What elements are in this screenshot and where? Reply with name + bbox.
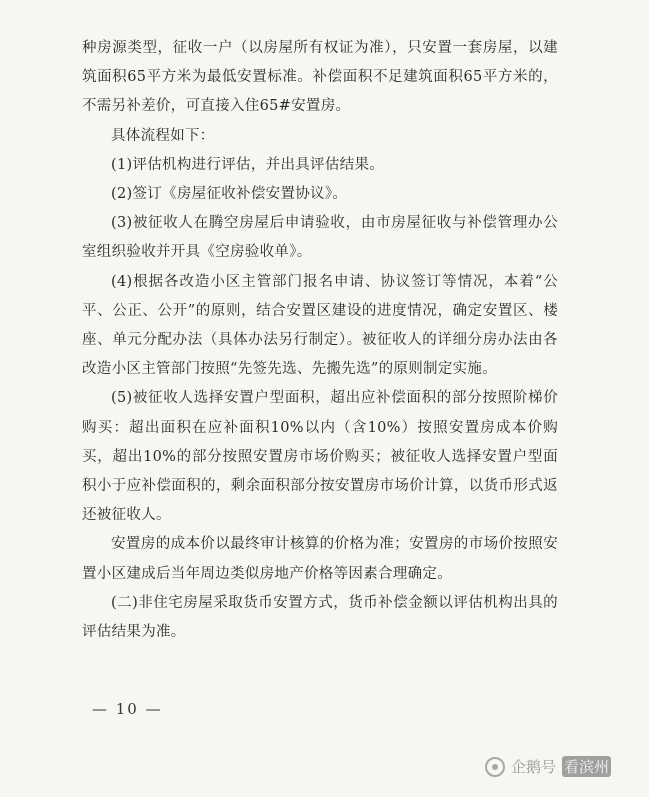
paragraph-3: (1)评估机构进行评估，并出具评估结果。 [111,156,385,173]
watermark-name: 看滨州 [563,758,609,776]
watermark [485,756,611,777]
page-number: — 10 — [92,700,163,718]
paragraph-6: (4)根据各改造小区主管部门报名申请、协议签订等情况，本着“公平、公正、公开”的原则，结合安置区建设的进度情况，确定安置区、楼座、单元分配办法（具体办法另行制定）。被征收人的详细分房办法由各改造小区主管部门按照“先签先选、先搬先选”的原则制定实施。 [82,273,558,378]
document-body [82,34,558,647]
paragraph-9: (二)非住宅房屋采取货币安置方式，货币补偿金额以评估机构出具的评估结果为准。 [82,594,558,641]
paragraph-7: (5)被征收人选择安置户型面积，超出应补偿面积的部分按照阶梯价购买：超出面积在应补面积10%以内（含10%）按照安置房成本价购买，超出10%的部分按照安置房市场价购买；被征收人选择安置户型面积小于应补偿面积的，剩余面积部分按安置房市场价计算，以货币形式返还被征收人。 [82,390,558,524]
paragraph-1: 种房源类型，征收一户（以房屋所有权证为准），只安置一套房屋，以建筑面积65平方米为最低安置标准。补偿面积不足建筑面积65平方米的，不需另补差价，可直接入住65#安置房。 [82,40,558,115]
wechat-icon [485,757,505,777]
watermark-prefix: 企鹅号 [510,758,556,776]
paragraph-5: (3)被征收人在腾空房屋后申请验收，由市房屋征收与补偿管理办公室组织验收并开具《空房验收单》。 [82,215,558,261]
paragraph-2: 具体流程如下： [111,127,215,144]
paragraph-4: (2)签订《房屋征收补偿安置协议》。 [111,186,348,203]
paragraph-8: 安置房的成本价以最终审计核算的价格为准；安置房的市场价按照安置小区建成后当年周边类似房地产价格等因素合理确定。 [82,536,558,582]
